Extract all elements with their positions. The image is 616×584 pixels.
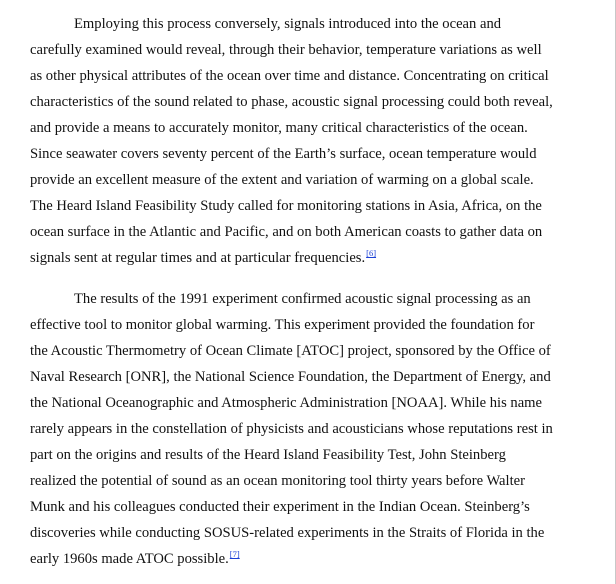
paragraph-2-line-11 bbox=[30, 550, 240, 568]
paragraph-2-line-2: effective tool to monitor global warming. This experiment provided the foundation for bbox=[30, 317, 535, 333]
paragraph-1-line-10-text: signals sent at regular times and at particular frequencies. bbox=[30, 250, 366, 266]
paragraph-1-line-5: and provide a means to accurately monitor, many critical characteristics of the ocean. bbox=[30, 120, 528, 136]
paragraph-1-line-6: Since seawater covers seventy percent of the Earth’s surface, ocean temperature would bbox=[30, 146, 537, 162]
paragraph-2-line-3: the Acoustic Thermometry of Ocean Climate [ATOC] project, sponsored by the Office of bbox=[30, 343, 551, 359]
paragraph-1-line-2: carefully examined would reveal, through their behavior, temperature variations as well bbox=[30, 42, 542, 58]
footnote-link-7[interactable]: [7] bbox=[229, 549, 240, 560]
paragraph-1-line-4: characteristics of the sound related to phase, acoustic signal processing could both reveal, bbox=[30, 94, 553, 110]
footnote-link-6[interactable]: [6] bbox=[366, 248, 377, 259]
paragraph-2-line-11-text: early 1960s made ATOC possible. bbox=[30, 551, 229, 567]
paragraph-2-line-6: rarely appears in the constellation of physicists and acousticians whose reputations rest in bbox=[30, 421, 553, 437]
paragraph-2-line-1: The results of the 1991 experiment confirmed acoustic signal processing as an bbox=[74, 291, 531, 307]
paragraph-1-line-8: The Heard Island Feasibility Study called for monitoring stations in Asia, Africa, on the bbox=[30, 198, 542, 214]
paragraph-2-line-4: Naval Research [ONR], the National Science Foundation, the Department of Energy, and bbox=[30, 369, 551, 385]
paragraph-1-line-1: Employing this process conversely, signals introduced into the ocean and bbox=[74, 16, 502, 32]
paragraph-2-line-5: the National Oceanographic and Atmospheric Administration [NOAA]. While his name bbox=[30, 395, 543, 411]
paragraph-2-line-7: part on the origins and results of the Heard Island Feasibility Test, John Steinberg bbox=[30, 447, 506, 463]
paragraph-1-line-9: ocean surface in the Atlantic and Pacific, and on both American coasts to gather data on bbox=[30, 224, 543, 240]
paragraph-1-line-10 bbox=[30, 249, 376, 267]
paragraph-2-line-8: realized the potential of sound as an ocean monitoring tool thirty years before Walter bbox=[30, 473, 525, 489]
paragraph-1-line-7: provide an excellent measure of the extent and variation of warming on a global scale. bbox=[30, 172, 534, 188]
paragraph-2-line-10: discoveries while conducting SOSUS-related experiments in the Straits of Florida in the bbox=[30, 525, 545, 541]
paragraph-2-line-9: Munk and his colleagues conducted their experiment in the Indian Ocean. Steinberg’s bbox=[30, 499, 530, 515]
paragraph-1-line-3: as other physical attributes of the ocean over time and distance. Concentrating on critical bbox=[30, 68, 549, 84]
